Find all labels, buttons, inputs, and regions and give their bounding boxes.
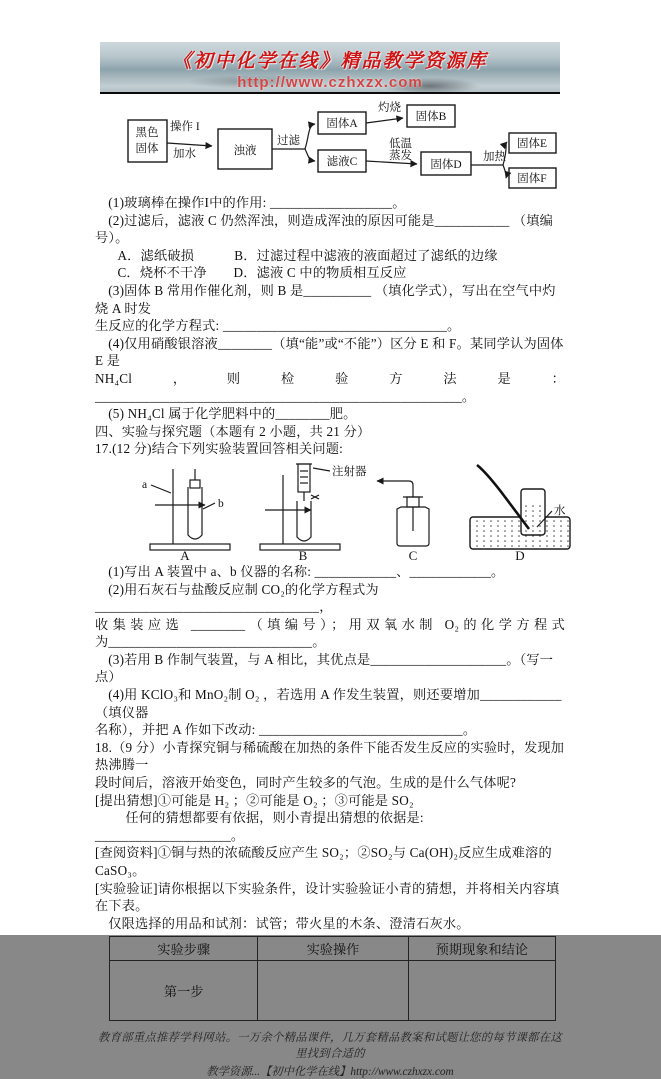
q16-option-line: C．烧杯不干净 D．滤液 C 中的物质相互反应 [117,265,407,281]
q16-line: (4)仅用硝酸银溶液________（填“能”或“不能”）区分 E 和 F。某同学认为固体 E 是 [95,335,568,369]
q17-intro: 17.(12 分)结合下列实验装置回答相关问题: [95,441,344,457]
experiment-table-header-row [110,937,556,961]
q16-line: (5) NH₄Cl 属于化学肥料中的________肥。 [108,406,357,422]
q16-line: 生反应的化学方程式: _________________________________。 [95,318,461,334]
apparatus-C-bottle [377,481,429,546]
flowchart-label-heat: 加热 [483,151,506,163]
q17-line: 收集装应选 ________（填编号）；用双氧水制 O₂的化学方程式 [95,616,565,632]
q17-line: (1)写出 A 装置中 a、b 仪器的名称: ____________、____________。 [108,563,505,579]
flowchart-box-black-solid-line1: 黑色 [135,127,159,139]
apparatus-B-stand-syringe [260,464,340,550]
flowchart-label-filter: 过滤 [277,135,300,147]
flowchart-box-turbid-label: 浊液 [233,145,257,157]
q16-line: (3)固体 B 常用作催化剂，则 B 是__________ （填化学式），写出在空气中灼烧 A 时发 [95,282,556,316]
flowchart-box-solidB-label: 固体B [415,111,447,123]
apparatus-letter-C: C [408,547,418,563]
q16-line: (1)玻璃棒在操作I中的作用: __________________。 [108,195,406,210]
table-header-result: 预期现象和结论 [408,937,555,961]
q16-line: (2)过滤后，滤液 C 仍然浑浊，则造成浑浊的原因可能是___________ （填编号）。 [95,212,554,246]
q18-guess-line: [提出猜想]①可能是 H₂ ；②可能是 O₂ ；③可能是 SO₂ [95,792,414,808]
apparatus-water-label: 水 [554,504,566,517]
table-cell-result-blank [408,961,555,1021]
site-banner [100,42,560,94]
table-cell-operation-blank [258,961,408,1021]
apparatus-letter-B: B [298,547,308,563]
q18-reference-line: [查阅资料]①铜与热的浓硫酸反应产生 SO₂；②SO₂与 Ca(OH)₂反应生成难溶的 CaSO₃。 [95,845,556,878]
flowchart-label-lowtemp: 低温 [389,138,412,150]
q17-line: 名称），并把 A 作如下改动: ______________________________。 [95,722,477,738]
flowchart-box-filtrateC-label: 滤液C [326,156,358,168]
page-footer [95,1029,565,1079]
apparatus-label-a: a [142,478,148,491]
flowchart-box-solidE-label: 固体E [516,138,548,150]
banner-title: 《初中化学在线》精品教学资源库 [172,51,488,72]
flowchart-diagram [95,99,565,194]
apparatus-letter-A: A [180,547,190,563]
flowchart-box-solidF-label: 固体F [517,173,547,185]
q18-line: 18.（9 分）小青探究铜与稀硫酸在加热的条件下能否发生反应的实验时，发现加热沸腾一 [95,739,565,773]
flowchart-box-solidD-label: 固体D [430,159,462,171]
q16-blank-line: ______________________________________________________。 [95,388,476,404]
flowchart-label-add-water: 加水 [173,148,196,160]
flowchart-label-burn: 灼烧 [378,102,401,114]
table-cell-step1: 第一步 [110,961,258,1021]
section4-heading: 四、实验与探究题（本题有 2 小题，共 21 分） [95,423,371,439]
apparatus-diagram [125,459,565,563]
flowchart-box-black-solid-line2: 固体 [135,143,159,155]
q18-line: 段时间后，溶液开始变色，同时产生较多的气泡。生成的是什么气体呢? [95,775,517,791]
q17-line: (4)用 KClO₃和 MnO₂制 O₂ ，若选用 A 作发生装置，则还要增加____________（填仪器 [95,687,562,720]
q16-line: NH₄Cl，则检验方法是： [95,370,565,386]
footer-site-text: 教学资源...【初中化学在线】http://www.czhxzx.com [206,1066,454,1079]
experiment-table [109,936,556,1021]
q18-line: 任何的猜想都要有依据，则小青提出猜想的依据是: ____________________。 [95,810,428,843]
q17-line: (3)若用 B 作制气装置，与 A 相比，其优点是____________________。（写一点） [95,651,554,685]
q16-option-line: A．滤纸破损 B．过滤过程中滤液的液面超过了滤纸的边缘 [117,247,498,263]
q17-line: 为______________________________。 [95,634,326,650]
table-header-step: 实验步骤 [110,937,258,961]
banner-url: http://www.czhxzx.com [237,74,423,91]
flowchart-box-solidA-label: 固体A [326,118,358,130]
flowchart-label-evaporate: 蒸发 [389,150,412,162]
flowchart-label-operation1: 操作 I [170,121,200,133]
apparatus-letter-D: D [515,547,525,563]
footer-promo-text: 教育部重点推荐学科网站。一万余个精品课件，几万套精品教案和试题让您的每节课都在这里找到合适的 [98,1032,562,1061]
q18-verify-line: [实验验证]请你根据以下实验条件，设计实验验证小青的猜想，并将相关内容填在下表。 [95,880,560,914]
q17-line: (2)用石灰石与盐酸反应制 CO₂的化学方程式为 _________________________________， [95,581,383,615]
q18-line: 仅限选择的用品和试剂：试管；带火星的木条、澄清石灰水。 [108,915,470,931]
apparatus-syringe-label: 注射器 [332,465,367,478]
table-header-operation: 实验操作 [258,937,408,961]
table-row [110,961,556,1021]
apparatus-label-b: b [218,497,224,510]
